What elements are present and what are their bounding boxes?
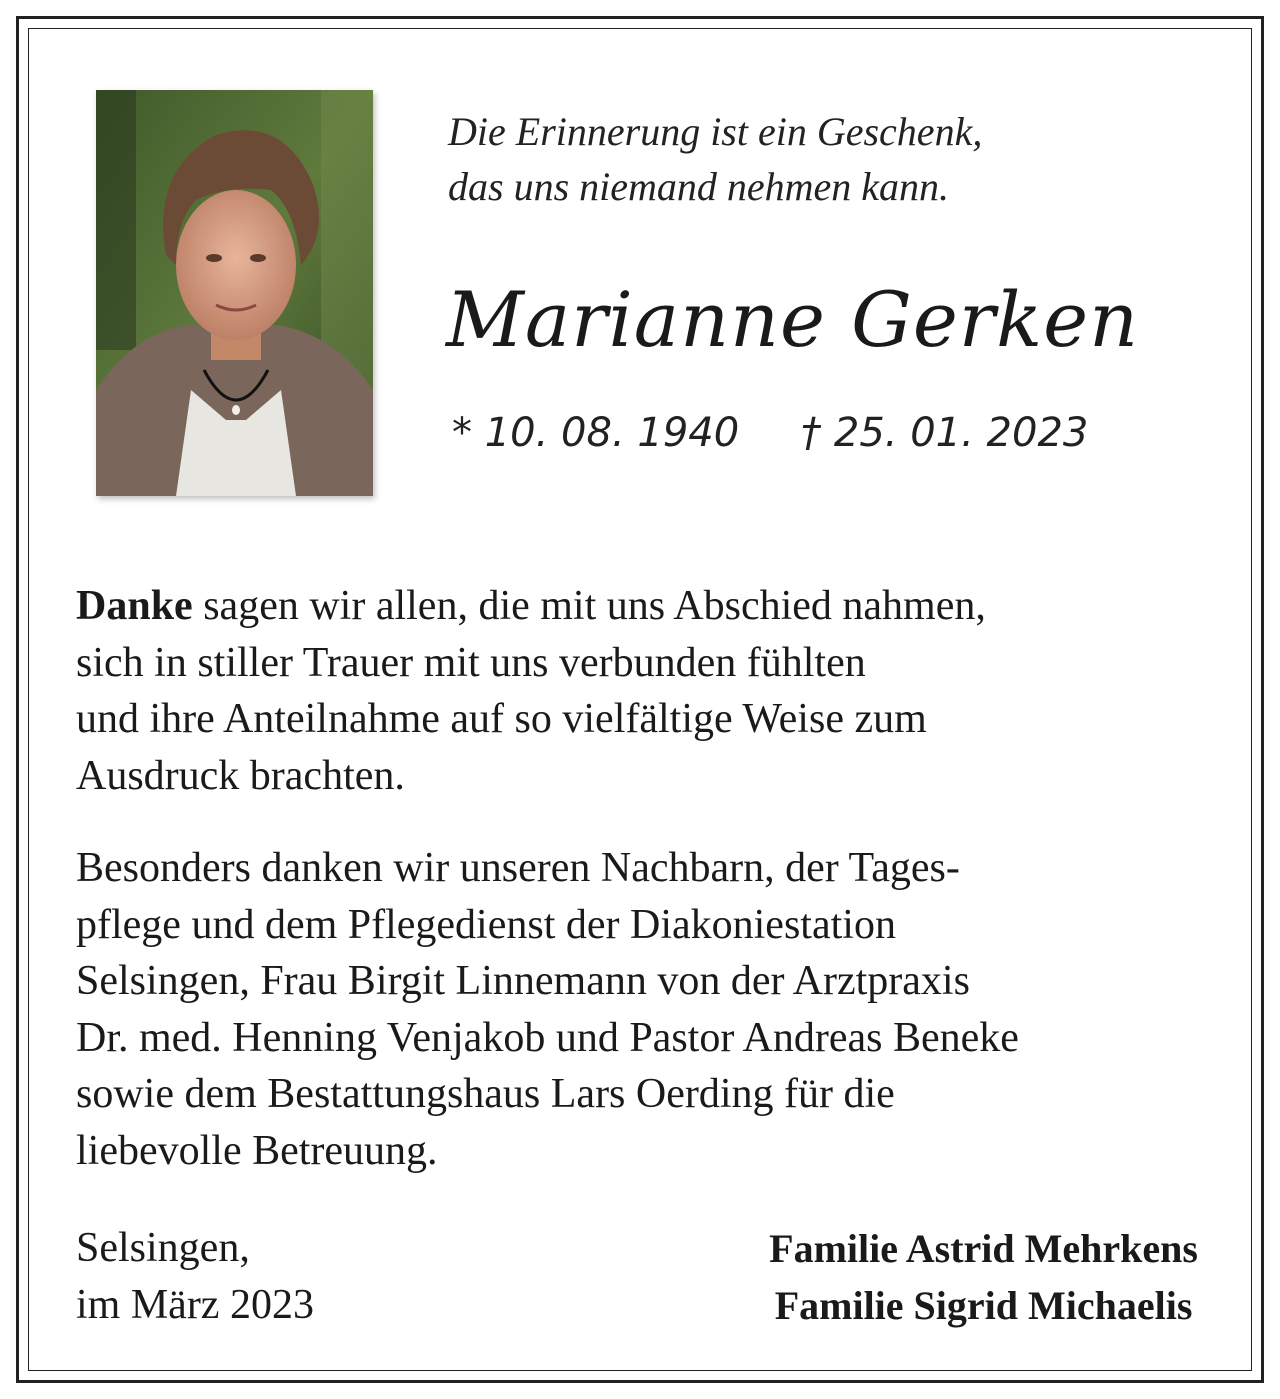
date: im März 2023 [76, 1282, 314, 1328]
portrait-photo [96, 90, 373, 496]
thanks-paragraph [76, 578, 1216, 804]
special-thanks-line: pflege und dem Pflegedienst der Diakoniestation [76, 901, 896, 948]
memorial-quote [448, 104, 1208, 214]
place-and-date [76, 1220, 314, 1334]
special-thanks-paragraph [76, 840, 1216, 1179]
place: Selsingen, [76, 1225, 250, 1271]
thanks-lead: Danke [76, 583, 193, 629]
thanks-text: Ausdruck brachten. [76, 752, 405, 799]
special-thanks-line: Selsingen, Frau Birgit Linnemann von der Arztpraxis [76, 958, 970, 1004]
quote-line: das uns niemand nehmen kann. [448, 164, 950, 209]
special-thanks-line: Besonders danken wir unseren Nachbarn, der Tages- [76, 845, 960, 891]
family-name: Familie Astrid Mehrkens [769, 1226, 1198, 1271]
family-signatures [769, 1220, 1198, 1334]
deceased-name: Marianne Gerken [446, 275, 1140, 364]
life-dates [452, 405, 1212, 461]
special-thanks-line: sowie dem Bestattungshaus Lars Oerding für die [76, 1071, 895, 1117]
birth-date: * 10. 08. 1940 [452, 410, 740, 456]
thanks-text: sagen wir allen, die mit uns Abschied nahmen, [192, 583, 986, 629]
family-name: Familie Sigrid Michaelis [774, 1283, 1193, 1328]
special-thanks-line: Dr. med. Henning Venjakob und Pastor Andreas Beneke [76, 1014, 1019, 1061]
death-date: † 25. 01. 2023 [801, 410, 1089, 456]
quote-line: Die Erinnerung ist ein Geschenk, [448, 109, 983, 154]
special-thanks-line: liebevolle Betreuung. [76, 1127, 438, 1174]
thanks-text: sich in stiller Trauer mit uns verbunden fühlten [76, 639, 866, 686]
thanks-text: und ihre Anteilnahme auf so vielfältige Weise zum [76, 696, 927, 742]
